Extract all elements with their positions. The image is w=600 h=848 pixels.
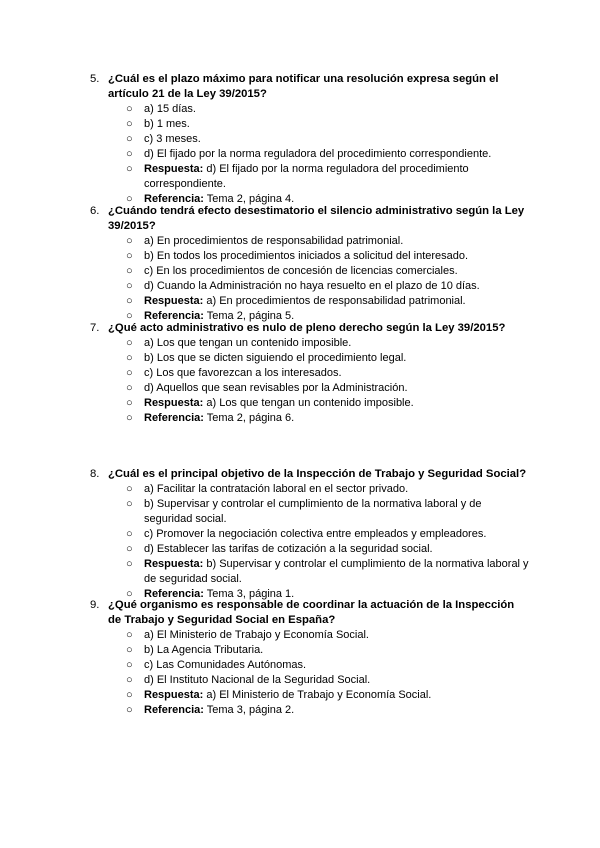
answer-label: Respuesta:	[144, 163, 204, 175]
circle-bullet-icon: ○	[126, 498, 133, 510]
option-d: ○ d) Aquellos que sean revisables por la Administración.	[126, 382, 408, 394]
option-a: ○ a) En procedimientos de responsabilidad patrimonial.	[126, 235, 404, 247]
circle-bullet-icon: ○	[126, 704, 133, 716]
question-options-list	[90, 102, 530, 207]
circle-bullet-icon: ○	[126, 543, 133, 555]
option-b: ○ b) 1 mes.	[126, 118, 190, 130]
option-b: ○ b) Los que se dicten siguiendo el procedimiento legal.	[126, 352, 407, 364]
option-c: ○ c) 3 meses.	[126, 133, 201, 145]
question-options-list	[90, 482, 530, 602]
circle-bullet-icon: ○	[126, 644, 133, 656]
option-d: ○ d) El Instituto Nacional de la Seguridad Social.	[126, 674, 371, 686]
answer-text: b) Supervisar y controlar el cumplimiento de la normativa laboral y de seguridad social.	[144, 558, 529, 585]
question-number: 5.	[90, 73, 100, 85]
answer-line	[90, 396, 530, 411]
answer-line	[90, 688, 530, 703]
question-options-list	[90, 628, 530, 718]
option-b: ○ b) En todos los procedimientos iniciados a solicitud del interesado.	[126, 250, 469, 262]
answer-label: Respuesta:	[144, 558, 204, 570]
reference-label: Referencia:	[144, 310, 204, 322]
answer-text: a) En procedimientos de responsabilidad patrimonial.	[206, 295, 466, 307]
question-options-list	[90, 234, 530, 324]
circle-bullet-icon: ○	[126, 397, 133, 409]
option-c: ○ c) Promover la negociación colectiva entre empleados y empleadores.	[126, 528, 487, 540]
answer-label: Respuesta:	[144, 689, 204, 701]
circle-bullet-icon: ○	[126, 193, 133, 205]
reference-label: Referencia:	[144, 704, 204, 716]
answer-line	[90, 294, 530, 309]
option-d: ○ d) Establecer las tarifas de cotización a la seguridad social.	[126, 543, 433, 555]
circle-bullet-icon: ○	[126, 310, 133, 322]
reference-text: Tema 2, página 5.	[206, 310, 295, 322]
circle-bullet-icon: ○	[126, 412, 133, 424]
option-c: ○ c) En los procedimientos de concesión de licencias comerciales.	[126, 265, 458, 277]
circle-bullet-icon: ○	[126, 352, 133, 364]
circle-bullet-icon: ○	[126, 588, 133, 600]
question-5	[90, 72, 530, 207]
reference-line	[90, 703, 530, 718]
question-text: ¿Cuándo tendrá efecto desestimatorio el silencio administrativo según la Ley 39/2015?	[108, 205, 525, 232]
circle-bullet-icon: ○	[126, 235, 133, 247]
circle-bullet-icon: ○	[126, 367, 133, 379]
circle-bullet-icon: ○	[126, 528, 133, 540]
answer-label: Respuesta:	[144, 397, 204, 409]
reference-text: Tema 3, página 2.	[206, 704, 295, 716]
circle-bullet-icon: ○	[126, 280, 133, 292]
option-d: ○ d) El fijado por la norma reguladora del procedimiento correspondiente.	[126, 148, 492, 160]
circle-bullet-icon: ○	[126, 250, 133, 262]
question-text: ¿Qué acto administrativo es nulo de pleno derecho según la Ley 39/2015?	[108, 322, 506, 334]
question-text: ¿Cuál es el principal objetivo de la Inspección de Trabajo y Seguridad Social?	[108, 468, 527, 480]
question-number: 8.	[90, 468, 100, 480]
question-8	[90, 467, 530, 602]
answer-label: Respuesta:	[144, 295, 204, 307]
circle-bullet-icon: ○	[126, 382, 133, 394]
question-text: ¿Cuál es el plazo máximo para notificar una resolución expresa según el artículo 21 de la Ley 39/2015?	[108, 73, 499, 100]
answer-text: d) El fijado por la norma reguladora del procedimiento correspondiente.	[144, 163, 469, 190]
circle-bullet-icon: ○	[126, 659, 133, 671]
circle-bullet-icon: ○	[126, 483, 133, 495]
question-options-list	[90, 336, 530, 426]
circle-bullet-icon: ○	[126, 689, 133, 701]
option-b: ○ b) La Agencia Tributaria.	[126, 644, 264, 656]
reference-label: Referencia:	[144, 193, 204, 205]
circle-bullet-icon: ○	[126, 337, 133, 349]
reference-text: Tema 3, página 1.	[206, 588, 295, 600]
circle-bullet-icon: ○	[126, 558, 133, 570]
circle-bullet-icon: ○	[126, 265, 133, 277]
circle-bullet-icon: ○	[126, 118, 133, 130]
question-number: 9.	[90, 599, 100, 611]
question-9	[90, 598, 530, 718]
option-a: ○ a) Los que tengan un contenido imposible.	[126, 337, 352, 349]
reference-label: Referencia:	[144, 588, 204, 600]
option-a: ○ a) El Ministerio de Trabajo y Economía Social.	[126, 629, 369, 641]
question-number: 6.	[90, 205, 100, 217]
circle-bullet-icon: ○	[126, 148, 133, 160]
circle-bullet-icon: ○	[126, 163, 133, 175]
question-6	[90, 204, 530, 324]
circle-bullet-icon: ○	[126, 103, 133, 115]
answer-line	[90, 557, 530, 587]
reference-label: Referencia:	[144, 412, 204, 424]
circle-bullet-icon: ○	[126, 629, 133, 641]
option-c: ○ c) Las Comunidades Autónomas.	[126, 659, 307, 671]
question-7	[90, 321, 530, 426]
option-d: ○ d) Cuando la Administración no haya resuelto en el plazo de 10 días.	[126, 280, 480, 292]
reference-text: Tema 2, página 4.	[206, 193, 295, 205]
reference-text: Tema 2, página 6.	[206, 412, 295, 424]
option-a: ○ a) Facilitar la contratación laboral en el sector privado.	[126, 483, 409, 495]
answer-text: a) Los que tengan un contenido imposible.	[206, 397, 414, 409]
reference-line	[90, 411, 530, 426]
answer-text: a) El Ministerio de Trabajo y Economía Social.	[206, 689, 432, 701]
circle-bullet-icon: ○	[126, 133, 133, 145]
question-text: ¿Qué organismo es responsable de coordinar la actuación de la Inspección de Trabajo y Seguridad Social en España?	[108, 599, 515, 626]
circle-bullet-icon: ○	[126, 295, 133, 307]
circle-bullet-icon: ○	[126, 674, 133, 686]
question-number: 7.	[90, 322, 100, 334]
option-a: ○ a) 15 días.	[126, 103, 196, 115]
option-b: ○ b) Supervisar y controlar el cumplimiento de la normativa laboral y de seguridad social.	[126, 498, 482, 525]
answer-line	[90, 162, 530, 192]
option-c: ○ c) Los que favorezcan a los interesados.	[126, 367, 342, 379]
